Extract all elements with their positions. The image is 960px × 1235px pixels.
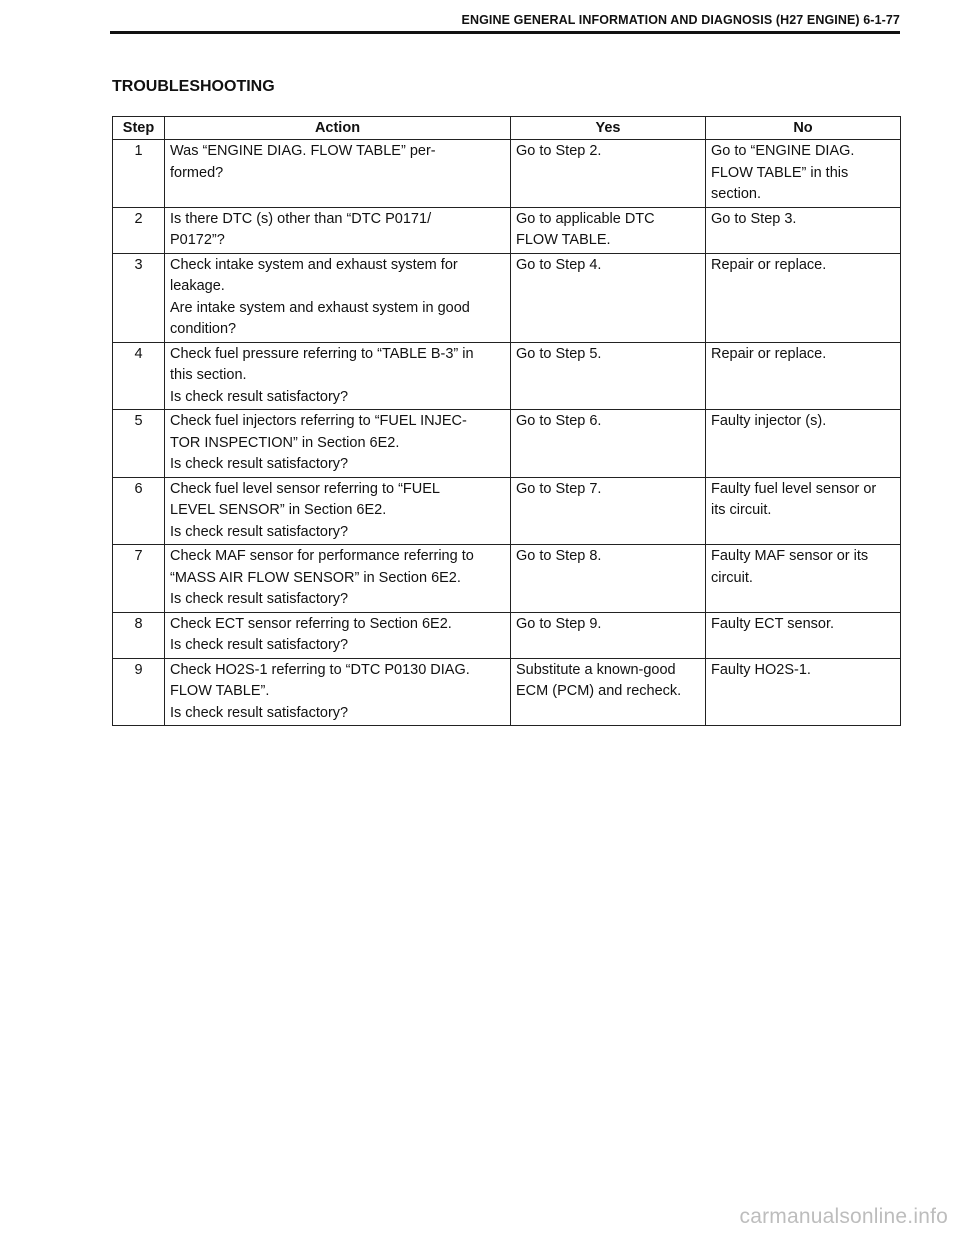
cell-step: 2 [113, 207, 165, 253]
cell-line: Check HO2S-1 referring to “DTC P0130 DIAG. [170, 661, 470, 678]
cell-line: Check MAF sensor for performance referring to [170, 548, 474, 564]
cell-yes [511, 342, 706, 410]
cell-action [165, 545, 511, 613]
cell-no [706, 410, 901, 478]
table-row [113, 253, 901, 342]
cell-yes [511, 140, 706, 208]
cell-yes [511, 545, 706, 613]
cell-yes [511, 477, 706, 545]
cell-yes [511, 410, 706, 478]
cell-line: circuit. [711, 569, 753, 586]
cell-line: Are intake system and exhaust system in good [170, 299, 470, 316]
cell-line: Repair or replace. [711, 345, 827, 362]
cell-no [706, 207, 901, 253]
cell-no [706, 140, 901, 208]
table-row [113, 477, 901, 545]
cell-step: 7 [113, 545, 165, 613]
cell-no [706, 477, 901, 545]
cell-line: ECM (PCM) and recheck. [516, 683, 682, 699]
cell-yes [511, 253, 706, 342]
cell-step: 8 [113, 612, 165, 658]
cell-line: Repair or replace. [711, 256, 827, 273]
table-row [113, 658, 901, 726]
cell-action [165, 410, 511, 478]
cell-line: condition? [170, 321, 237, 337]
cell-action [165, 477, 511, 545]
cell-line: this section. [170, 367, 247, 383]
cell-line: Go to applicable DTC [516, 210, 655, 227]
cell-line: LEVEL SENSOR” in Section 6E2. [170, 502, 387, 518]
cell-line: section. [711, 186, 761, 202]
cell-yes [511, 612, 706, 658]
table-header-row [113, 117, 901, 140]
cell-line: Go to Step 9. [516, 615, 602, 632]
table-row [113, 545, 901, 613]
cell-line: Check fuel injectors referring to “FUEL INJEC- [170, 413, 467, 429]
cell-line: Faulty HO2S-1. [711, 661, 811, 678]
cell-line: Was “ENGINE DIAG. FLOW TABLE” per- [170, 143, 436, 159]
cell-action [165, 342, 511, 410]
cell-line: Is there DTC (s) other than “DTC P0171/ [170, 210, 432, 227]
column-header-no: No [706, 117, 901, 140]
cell-line: FLOW TABLE. [516, 232, 611, 248]
cell-line: its circuit. [711, 502, 772, 518]
cell-line: Go to Step 3. [711, 210, 797, 227]
cell-line: formed? [170, 164, 224, 181]
section-title: TROUBLESHOOTING [112, 78, 275, 95]
cell-step: 5 [113, 410, 165, 478]
cell-yes [511, 207, 706, 253]
cell-line: Faulty MAF sensor or its [711, 548, 869, 564]
cell-line: Go to Step 4. [516, 256, 602, 273]
cell-line: Is check result satisfactory? [170, 591, 349, 607]
cell-line: Is check result satisfactory? [170, 704, 349, 721]
watermark: carmanualsonline.info [739, 1205, 948, 1228]
cell-action [165, 658, 511, 726]
cell-line: Is check result satisfactory? [170, 388, 349, 405]
cell-line: Go to Step 2. [516, 143, 602, 159]
table-row [113, 410, 901, 478]
column-header-yes: Yes [511, 117, 706, 140]
cell-action [165, 140, 511, 208]
cell-line: Is check result satisfactory? [170, 456, 349, 472]
cell-line: Check fuel pressure referring to “TABLE B-3” in [170, 345, 474, 362]
cell-line: Faulty fuel level sensor or [711, 480, 877, 497]
cell-line: Is check result satisfactory? [170, 523, 349, 540]
cell-line: Go to Step 7. [516, 480, 602, 497]
cell-line: Check fuel level sensor referring to “FUEL [170, 480, 440, 497]
cell-line: Check intake system and exhaust system for [170, 256, 458, 273]
cell-line: Go to “ENGINE DIAG. [711, 143, 855, 159]
cell-line: Is check result satisfactory? [170, 637, 349, 653]
table-row [113, 207, 901, 253]
cell-no [706, 658, 901, 726]
cell-step: 4 [113, 342, 165, 410]
cell-line: TOR INSPECTION” in Section 6E2. [170, 434, 400, 451]
cell-step: 6 [113, 477, 165, 545]
cell-line: P0172”? [170, 232, 225, 248]
table-row [113, 140, 901, 208]
table-row [113, 342, 901, 410]
cell-action [165, 253, 511, 342]
table-row [113, 612, 901, 658]
cell-line: Go to Step 6. [516, 413, 602, 429]
cell-line: Go to Step 5. [516, 345, 602, 362]
cell-no [706, 253, 901, 342]
column-header-action: Action [165, 117, 511, 140]
cell-yes [511, 658, 706, 726]
cell-line: FLOW TABLE”. [170, 683, 270, 699]
column-header-step: Step [113, 117, 165, 140]
cell-line: Substitute a known-good [516, 661, 676, 678]
cell-line: Faulty injector (s). [711, 413, 827, 429]
cell-line: leakage. [170, 278, 225, 294]
cell-line: Check ECT sensor referring to Section 6E2. [170, 615, 452, 632]
cell-no [706, 612, 901, 658]
cell-action [165, 207, 511, 253]
cell-line: “MASS AIR FLOW SENSOR” in Section 6E2. [170, 569, 461, 586]
page-header-title: ENGINE GENERAL INFORMATION AND DIAGNOSIS (H27 ENGINE) 6-1-77 [461, 13, 900, 27]
cell-step: 1 [113, 140, 165, 208]
cell-step: 3 [113, 253, 165, 342]
cell-line: FLOW TABLE” in this [711, 164, 849, 181]
header-rule [110, 31, 900, 34]
cell-no [706, 342, 901, 410]
troubleshooting-table [112, 116, 901, 726]
cell-line: Faulty ECT sensor. [711, 615, 835, 632]
cell-line: Go to Step 8. [516, 548, 602, 564]
cell-no [706, 545, 901, 613]
cell-action [165, 612, 511, 658]
cell-step: 9 [113, 658, 165, 726]
